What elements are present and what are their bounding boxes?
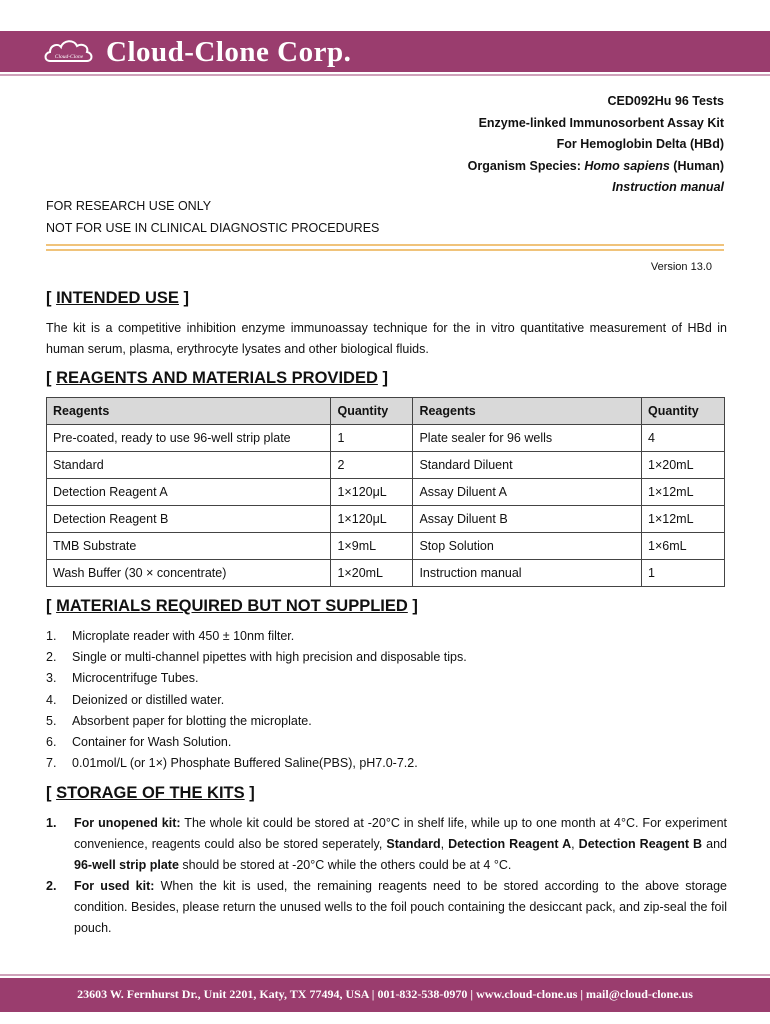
- table-cell: Plate sealer for 96 wells: [413, 425, 642, 452]
- column-header: Reagents: [47, 398, 331, 425]
- table-cell: 1×6mL: [642, 533, 725, 560]
- header-divider: [0, 74, 770, 76]
- table-header-row: [47, 398, 725, 425]
- kit-info: [468, 91, 724, 199]
- table-row: [47, 479, 725, 506]
- version-label: Version 13.0: [650, 261, 712, 273]
- table-cell: Detection Reagent B: [47, 506, 331, 533]
- column-header: Quantity: [331, 398, 413, 425]
- list-item: 4. Deionized or distilled water.: [46, 692, 225, 707]
- table-cell: 1×9mL: [331, 533, 413, 560]
- divider-top: [46, 244, 724, 246]
- table-cell: 1×20mL: [331, 560, 413, 587]
- footer-contact: 23603 W. Fernhurst Dr., Unit 2201, Katy, TX 77494, USA | 001-832-538-0970 | www.cloud-clone.us | mail@cloud-clone.us: [77, 987, 693, 1001]
- list-item: 1. Microplate reader with 450 ± 10nm filter.: [46, 629, 295, 643]
- table-cell: 1×120μL: [331, 506, 413, 533]
- table-cell: TMB Substrate: [47, 533, 331, 560]
- kit-type: Enzyme-linked Immunosorbent Assay Kit: [478, 115, 724, 130]
- storage-item-unopened: 1. For unopened kit: The whole kit could be stored at -20°C in shelf life, while up to one month at 4°C. For experiment convenience, reagents could also be stored seperately, Standard, Detection Reagent A, Detection Reagent B and 96-well strip plate should be stored at -20°C while the others could be at 4 °C.: [46, 816, 728, 872]
- footer-divider: [0, 974, 770, 976]
- table-cell: Assay Diluent B: [413, 506, 642, 533]
- divider-bottom: [46, 249, 724, 251]
- intended-use-text: The kit is a competitive inhibition enzyme immunoassay technique for the in vitro quantitative measurement of HBd in human serum, plasma, erythrocyte lysates and other biological fluids.: [46, 321, 727, 356]
- table-cell: 1: [642, 560, 725, 587]
- usage-notice: [46, 196, 379, 239]
- kit-species: Organism Species: Homo sapiens (Human): [467, 158, 724, 173]
- column-header: Reagents: [413, 398, 642, 425]
- table-cell: Stop Solution: [413, 533, 642, 560]
- list-item: 2. Single or multi-channel pipettes with high precision and disposable tips.: [46, 650, 467, 665]
- table-cell: 4: [642, 425, 725, 452]
- table-row: [47, 425, 725, 452]
- table-cell: Wash Buffer (30 × concentrate): [47, 560, 331, 587]
- list-item: 7. 0.01mol/L (or 1×) Phosphate Buffered Saline(PBS), pH7.0-7.2.: [46, 756, 418, 771]
- section-title-intended-use: [ INTENDED USE ]: [46, 289, 190, 307]
- table-cell: 1×12mL: [642, 506, 725, 533]
- table-row: [47, 506, 725, 533]
- table-cell: 1×20mL: [642, 452, 725, 479]
- table-cell: Standard Diluent: [413, 452, 642, 479]
- reagents-table: [46, 397, 725, 587]
- cloud-logo-icon: [42, 35, 96, 68]
- storage-item-used: 2. For used kit: When the kit is used, the remaining reagents need to be stored according to the above storage condition. Besides, please return the unused wells to the foil pouch containing the desiccant pack, and zip-seal the foil pouch.: [46, 879, 727, 935]
- table-cell: Instruction manual: [413, 560, 642, 587]
- section-title-reagents: [ REAGENTS AND MATERIALS PROVIDED ]: [46, 369, 388, 387]
- research-use-notice: FOR RESEARCH USE ONLY: [46, 199, 212, 213]
- table-cell: Detection Reagent A: [47, 479, 331, 506]
- table-cell: Pre-coated, ready to use 96-well strip plate: [47, 425, 331, 452]
- column-header: Quantity: [642, 398, 725, 425]
- table-cell: 1×120μL: [331, 479, 413, 506]
- materials-list: [46, 626, 467, 774]
- table-cell: 1×12mL: [642, 479, 725, 506]
- list-item: 5. Absorbent paper for blotting the microplate.: [46, 713, 312, 728]
- table-row: [47, 452, 725, 479]
- table-cell: 2: [331, 452, 413, 479]
- clinical-notice: NOT FOR USE IN CLINICAL DIAGNOSTIC PROCEDURES: [46, 220, 380, 235]
- brand-name: Cloud-Clone Corp.: [106, 36, 352, 68]
- species-name: Homo sapiens: [584, 158, 670, 173]
- table-cell: Assay Diluent A: [413, 479, 642, 506]
- table-row: [47, 533, 725, 560]
- section-title-storage: [ STORAGE OF THE KITS ]: [46, 784, 255, 802]
- kit-target: For Hemoglobin Delta (HBd): [556, 137, 724, 151]
- svg-text:Cloud-Clone: Cloud-Clone: [54, 54, 84, 60]
- list-item: 6. Container for Wash Solution.: [46, 735, 232, 750]
- kit-manual-label: Instruction manual: [612, 180, 724, 194]
- storage-list: [46, 813, 727, 939]
- table-cell: Standard: [47, 452, 331, 479]
- section-title-materials-required: [ MATERIALS REQUIRED BUT NOT SUPPLIED ]: [46, 597, 418, 615]
- kit-catalog: CED092Hu 96 Tests: [607, 94, 724, 108]
- list-item: 3. Microcentrifuge Tubes.: [46, 671, 199, 686]
- table-cell: 1: [331, 425, 413, 452]
- table-row: [47, 560, 725, 587]
